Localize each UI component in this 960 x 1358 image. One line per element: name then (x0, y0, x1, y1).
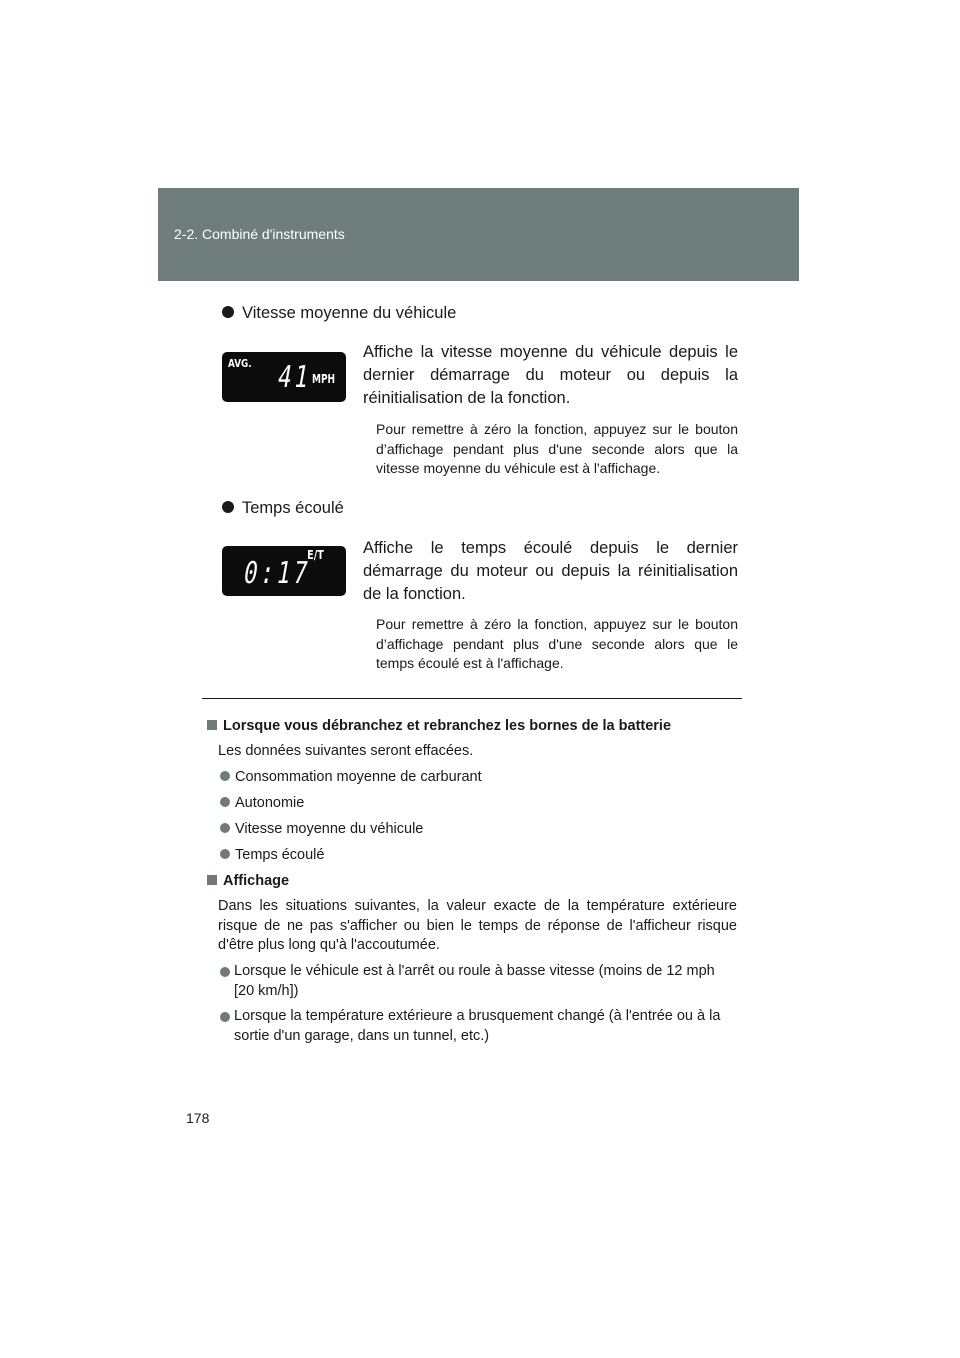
bullet-icon (222, 501, 234, 513)
list-item: Consommation moyenne de carburant (220, 768, 482, 788)
bullet-icon (220, 823, 230, 833)
page-number: 178 (186, 1110, 210, 1126)
bullet-icon (220, 849, 230, 859)
avg-speed-value: 41 (274, 360, 315, 395)
battery-intro: Les données suivantes seront effacées. (218, 743, 474, 759)
battery-heading: Lorsque vous débranchez et rebranchez les bornes de la batterie (207, 717, 671, 737)
bullet-icon (220, 1012, 230, 1022)
list-item: Lorsque la température extérieure a brusquement changé (à l'entrée ou à la sortie d'un garage, dans un tunnel, etc.) (220, 1007, 740, 1046)
display-intro: Dans les situations suivantes, la valeur exacte de la température extérieure risque de ne pas s'afficher ou bien le temps de réponse de l'afficheur risque d'être plus long qu'à l'accoutumée. (218, 898, 737, 953)
avg-speed-description: Affiche la vitesse moyenne du véhicule depuis le dernier démarrage du moteur ou depuis la réinitialisation de la fonction. (363, 343, 738, 407)
avg-speed-note: Pour remettre à zéro la fonction, appuyez sur le bouton d’affichage pendant plus d'une seconde alors que la vitesse moyenne du véhicule est à l'affichage. (376, 421, 738, 476)
list-item: Autonomie (220, 794, 304, 814)
elapsed-time-note: Pour remettre à zéro la fonction, appuyez sur le bouton d’affichage pendant plus d'une seconde alors que le temps écoulé est à l'affichage. (376, 616, 738, 671)
bullet-icon (222, 306, 234, 318)
section-header (158, 188, 799, 281)
avg-speed-unit: MPH (312, 372, 336, 386)
bullet-icon (220, 771, 230, 781)
bullet-icon (220, 967, 230, 977)
list-item: Lorsque le véhicule est à l'arrêt ou roule à basse vitesse (moins de 12 mph [20 km/h]) (220, 962, 740, 1001)
elapsed-time-value: 0:17 (240, 556, 314, 591)
elapsed-time-display (222, 546, 346, 596)
breadcrumb: 2-2. Combiné d'instruments (174, 226, 345, 242)
avg-speed-title: Vitesse moyenne du véhicule (222, 304, 456, 323)
list-item: Temps écoulé (220, 846, 324, 866)
elapsed-time-title: Temps écoulé (222, 499, 344, 518)
elapsed-time-description: Affiche le temps écoulé depuis le dernier démarrage du moteur ou depuis la réinitialisation de la fonction. (363, 539, 738, 603)
section-divider (202, 698, 742, 699)
bullet-icon (220, 797, 230, 807)
avg-label: AVG. (228, 357, 252, 370)
et-label: E/T (307, 548, 324, 562)
display-heading: Affichage (207, 872, 289, 892)
square-bullet-icon (207, 875, 217, 885)
list-item: Vitesse moyenne du véhicule (220, 820, 423, 840)
avg-speed-display (222, 352, 346, 402)
square-bullet-icon (207, 720, 217, 730)
